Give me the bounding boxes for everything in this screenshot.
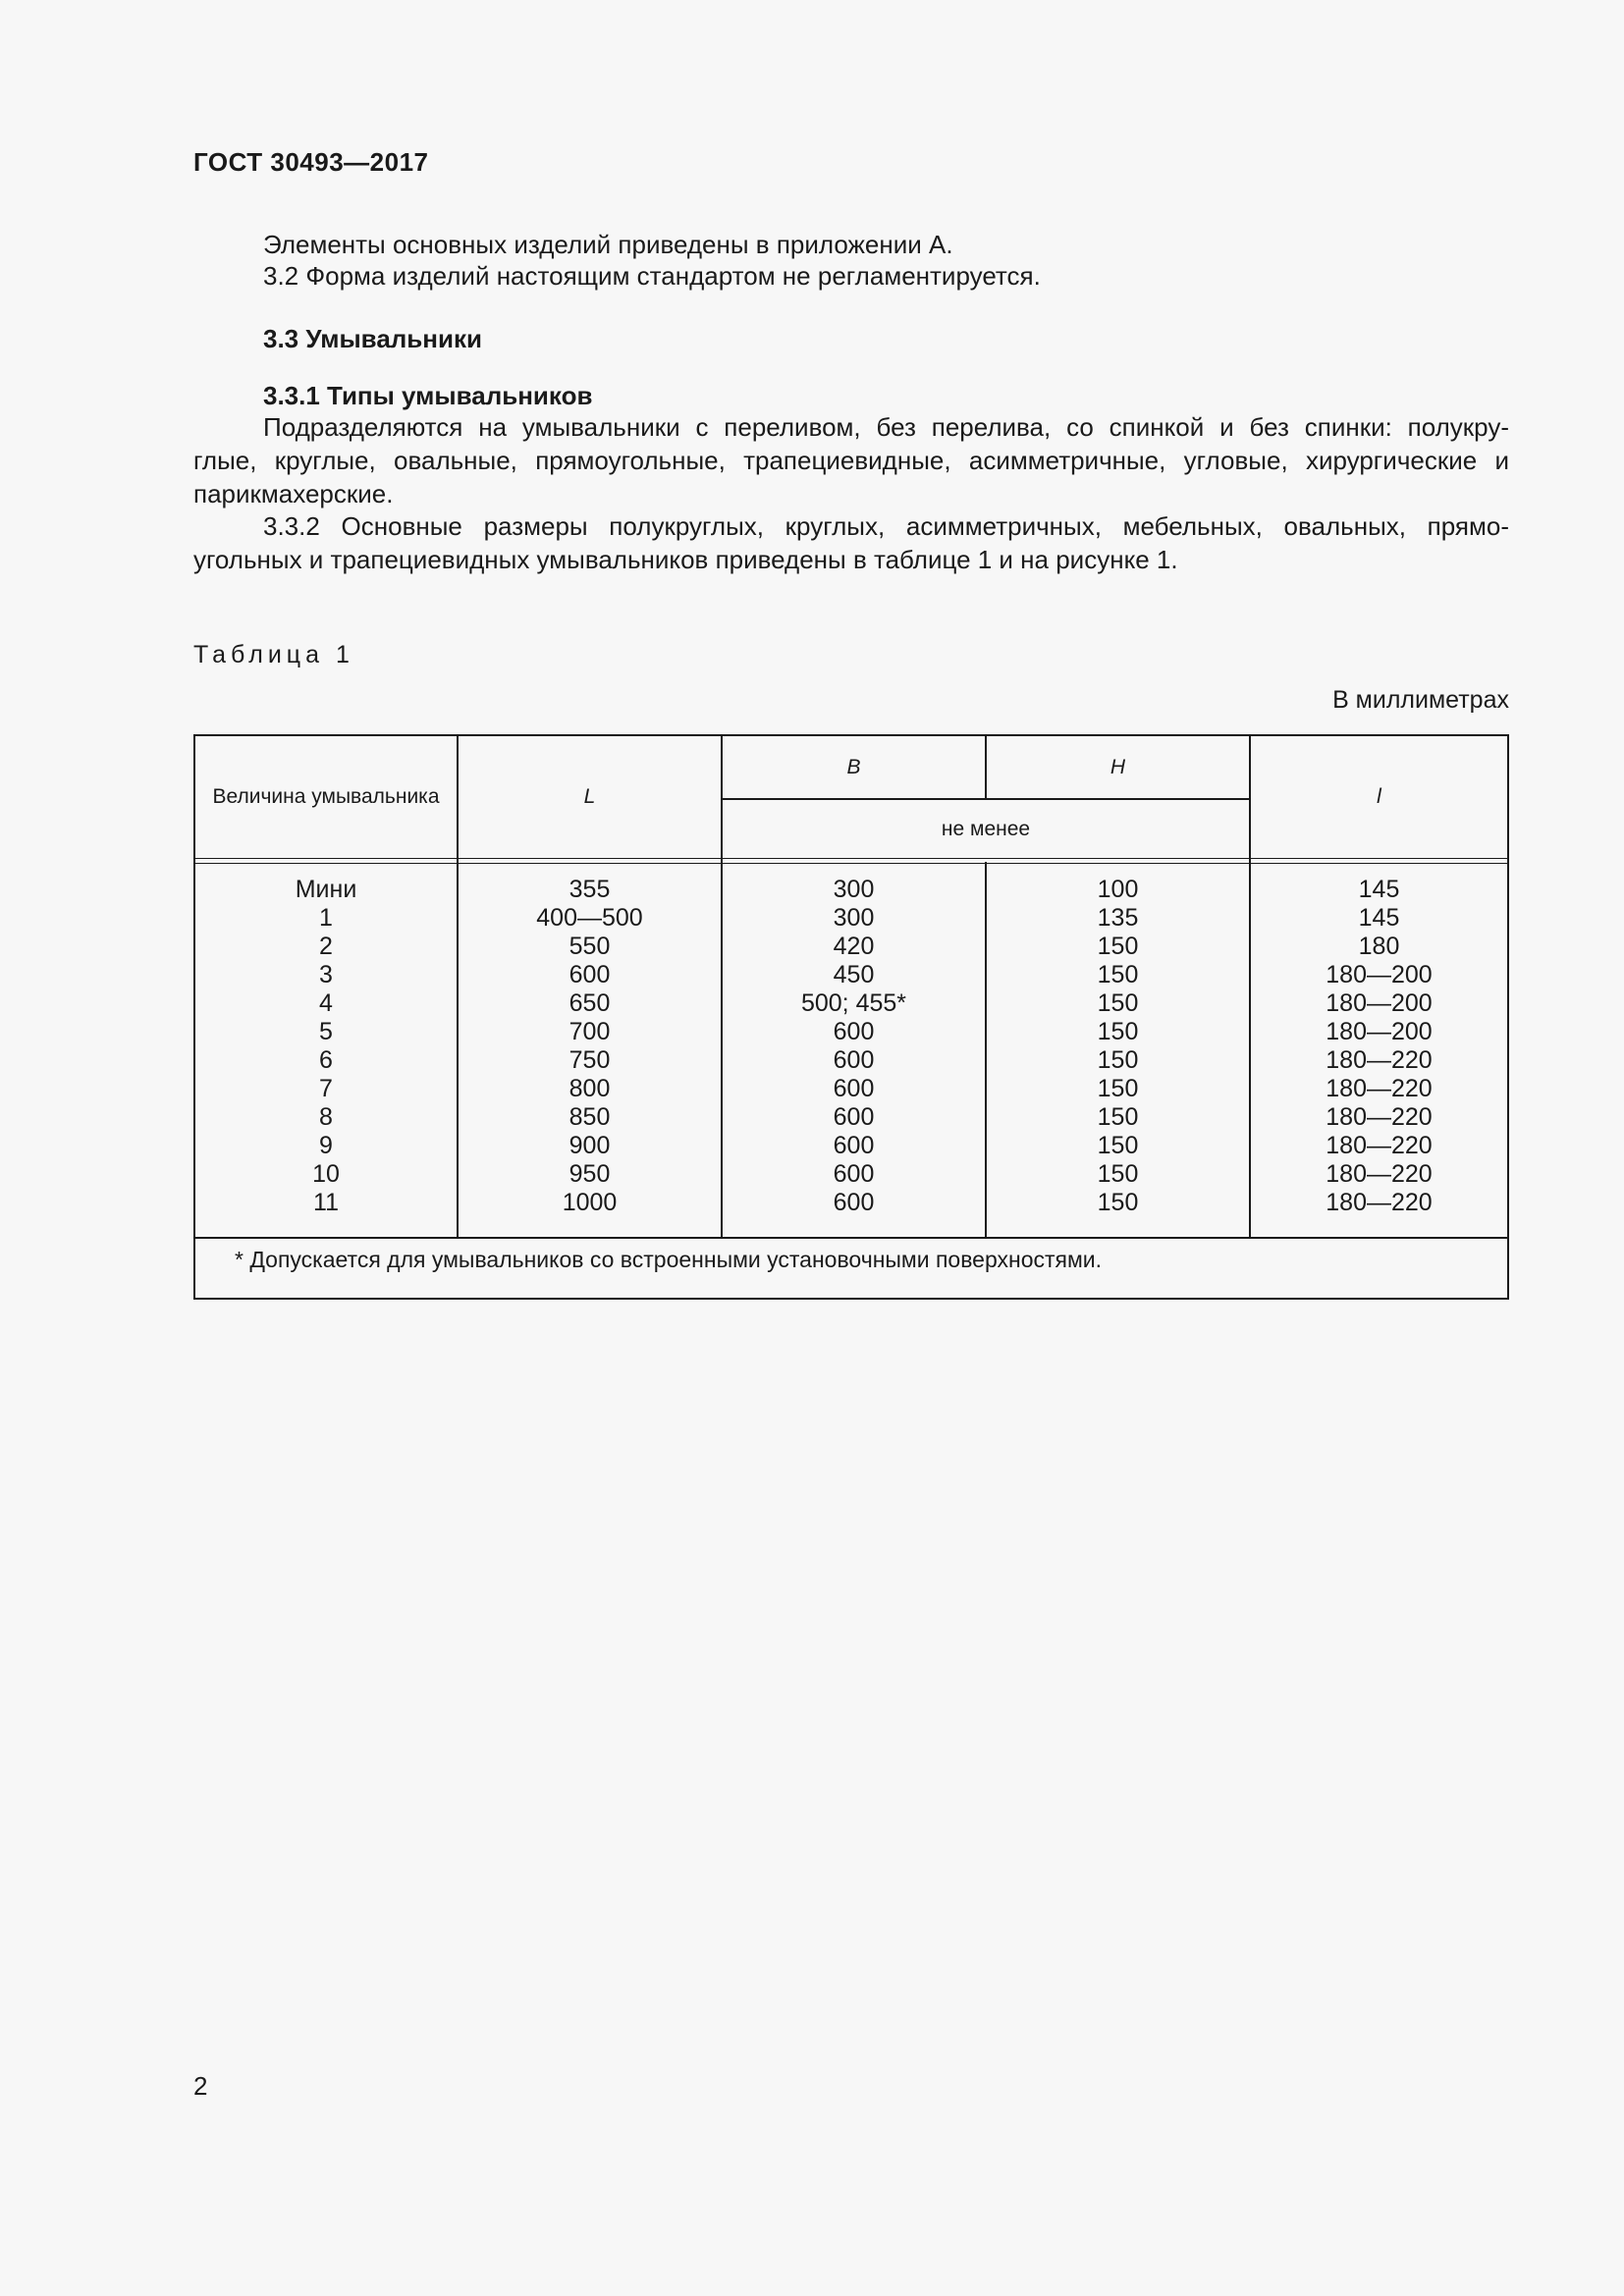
cell-H: 150: [1097, 1046, 1139, 1074]
column-B: [723, 876, 985, 1217]
cell-B: 600: [833, 1018, 875, 1045]
cell-L: 950: [568, 1160, 611, 1188]
cell-size: 11: [313, 1189, 339, 1216]
cell-size: 3: [319, 961, 333, 988]
cell-size: 7: [319, 1075, 333, 1102]
page-number: 2: [193, 2071, 208, 2101]
document-header: ГОСТ 30493—2017: [193, 147, 429, 177]
cell-l: 180—220: [1326, 1132, 1433, 1159]
cell-L: 900: [568, 1132, 611, 1159]
table-footnote-line: [195, 1237, 1507, 1239]
cell-B: 600: [833, 1132, 875, 1159]
cell-L: 600: [568, 961, 611, 988]
cell-size: Мини: [295, 876, 357, 903]
cell-B: 300: [833, 904, 875, 932]
cell-l: 145: [1358, 904, 1400, 932]
cell-B: 600: [833, 1103, 875, 1131]
column-H: [987, 876, 1249, 1217]
cell-B: 600: [833, 1189, 875, 1216]
cell-l: 180—220: [1326, 1160, 1433, 1188]
cell-l: 145: [1358, 876, 1400, 903]
cell-H: 150: [1097, 1189, 1139, 1216]
cell-l: 180—200: [1326, 1018, 1433, 1045]
dimensions-table: [193, 734, 1509, 1300]
para1-line3: парикмахерские.: [193, 479, 394, 508]
cell-L: 550: [568, 933, 611, 960]
cell-size: 1: [319, 904, 333, 932]
cell-size: 5: [319, 1018, 333, 1045]
table-header-double-line: [195, 863, 1507, 864]
cell-B: 500; 455*: [800, 989, 907, 1017]
cell-H: 135: [1097, 904, 1139, 932]
cell-H: 150: [1097, 1075, 1139, 1102]
cell-L: 400—500: [536, 904, 643, 932]
cell-B: 300: [833, 876, 875, 903]
body-line-appendix: Элементы основных изделий приведены в приложении А.: [263, 230, 953, 259]
cell-H: 100: [1097, 876, 1139, 903]
column-l: [1251, 876, 1507, 1217]
cell-l: 180—220: [1326, 1189, 1433, 1216]
cell-L: 355: [568, 876, 611, 903]
cell-H: 150: [1097, 933, 1139, 960]
cell-H: 150: [1097, 989, 1139, 1017]
cell-size: 6: [319, 1046, 333, 1074]
cell-size: 10: [312, 1160, 340, 1188]
para2-line1: 3.3.2 Основные размеры полукруглых, круглых, асимметричных, мебельных, овальных, прямо-: [263, 511, 1509, 541]
cell-L: 1000: [562, 1189, 618, 1216]
cell-size: 2: [319, 933, 333, 960]
table-header-double-line: [195, 858, 1507, 859]
cell-L: 850: [568, 1103, 611, 1131]
header-B: B: [846, 755, 861, 778]
cell-H: 150: [1097, 1018, 1139, 1045]
cell-H: 150: [1097, 1160, 1139, 1188]
column-size: [195, 876, 457, 1217]
cell-L: 800: [568, 1075, 611, 1102]
cell-L: 700: [568, 1018, 611, 1045]
para1-line1: Подразделяются на умывальники с переливом, без перелива, со спинкой и без спинки: полукру-: [263, 412, 1509, 442]
cell-l: 180—200: [1326, 989, 1433, 1017]
cell-H: 150: [1097, 961, 1139, 988]
section-heading-3-3: 3.3 Умывальники: [263, 324, 482, 353]
cell-l: 180—220: [1326, 1103, 1433, 1131]
cell-size: 8: [319, 1103, 333, 1131]
cell-B: 600: [833, 1075, 875, 1102]
cell-size: 4: [319, 989, 333, 1017]
cell-l: 180: [1358, 933, 1400, 960]
cell-L: 650: [568, 989, 611, 1017]
cell-l: 180—220: [1326, 1046, 1433, 1074]
header-size: Величина умывальника: [212, 785, 440, 808]
table-caption: Таблица 1: [193, 641, 354, 668]
header-min-note: не менее: [941, 817, 1031, 840]
para1-line2: глые, круглые, овальные, прямоугольные, трапециевидные, асимметричные, угловые, хирургические и: [193, 446, 1509, 475]
cell-B: 420: [833, 933, 875, 960]
cell-L: 750: [568, 1046, 611, 1074]
cell-H: 150: [1097, 1132, 1139, 1159]
header-l: l: [1377, 785, 1381, 808]
cell-B: 450: [833, 961, 875, 988]
header-H: H: [1110, 755, 1126, 778]
para2-line2: угольных и трапециевидных умывальников приведены в таблице 1 и на рисунке 1.: [193, 545, 1178, 574]
section-heading-3-3-1: 3.3.1 Типы умывальников: [263, 381, 593, 410]
cell-H: 150: [1097, 1103, 1139, 1131]
cell-B: 600: [833, 1046, 875, 1074]
cell-size: 9: [319, 1132, 333, 1159]
cell-l: 180—200: [1326, 961, 1433, 988]
cell-B: 600: [833, 1160, 875, 1188]
cell-l: 180—220: [1326, 1075, 1433, 1102]
body-line-3-2: 3.2 Форма изделий настоящим стандартом не регламентируется.: [263, 261, 1041, 291]
table-footnote: * Допускается для умывальников со встроенными установочными поверхностями.: [235, 1247, 1103, 1272]
header-L: L: [583, 785, 596, 808]
table-units: В миллиметрах: [1332, 686, 1509, 714]
column-L: [459, 876, 721, 1217]
